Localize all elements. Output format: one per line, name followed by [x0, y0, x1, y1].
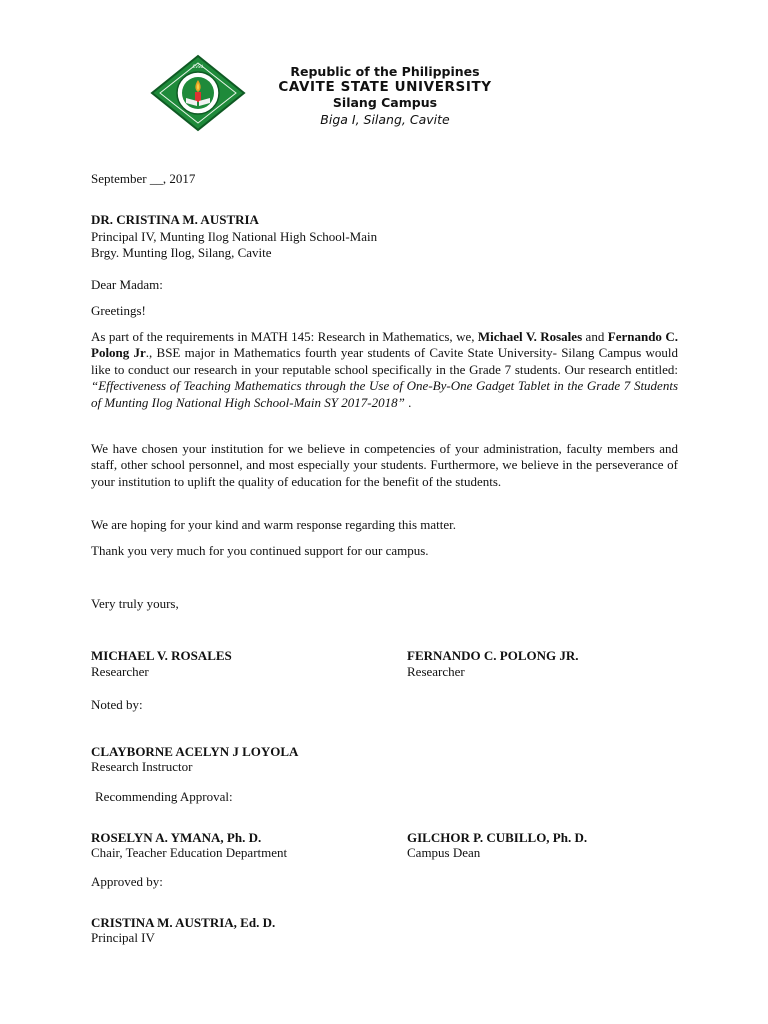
chair-name: ROSELYN A. YMANA, Ph. D.: [91, 830, 262, 845]
researcher2-title: Researcher: [407, 664, 465, 679]
letterhead-republic: Republic of the Philippines: [290, 64, 480, 79]
recipient-position: Principal IV, Munting Ilog National High School-Main: [91, 229, 378, 244]
noted-by-label: Noted by:: [91, 697, 143, 712]
body-paragraph-2: We have chosen your institution for we believe in competencies of your administration, faculty members and staff, other school personnel, and most especially your students. Furthermore, we believe in the perseverance of your institution to uplift the quality of education for the benefit of the students.: [91, 441, 678, 489]
p1-text-b: and: [582, 329, 608, 344]
letter-date: September __, 2017: [91, 171, 196, 186]
researcher-name-1: Michael V. Rosales: [477, 329, 583, 344]
body-paragraph-1: [91, 329, 678, 411]
dean-name: GILCHOR P. CUBILLO, Ph. D.: [407, 830, 588, 845]
principal-title: Principal IV: [91, 930, 155, 945]
letterhead-university: CAVITE STATE UNIVERSITY: [278, 79, 492, 95]
body-paragraph-3: We are hoping for your kind and warm response regarding this matter.: [91, 517, 457, 532]
recipient-address: Brgy. Munting Ilog, Silang, Cavite: [91, 245, 272, 260]
instructor-name: CLAYBORNE ACELYN J LOYOLA: [91, 744, 299, 759]
letterhead-address: Biga I, Silang, Cavite: [320, 112, 450, 127]
approved-by-label: Approved by:: [91, 874, 163, 889]
dean-title: Campus Dean: [407, 845, 481, 860]
closing: Very truly yours,: [91, 596, 179, 611]
salutation: Dear Madam:: [91, 277, 163, 292]
body-paragraph-4: Thank you very much for you continued support for our campus.: [91, 543, 429, 558]
researcher-name-2: Fernando C. Polong Jr: [91, 329, 678, 361]
p1-text-d: .: [404, 394, 412, 410]
recommending-approval-label: Recommending Approval:: [95, 789, 233, 804]
svg-text:CvSU: CvSU: [192, 64, 204, 69]
instructor-title: Research Instructor: [91, 759, 193, 774]
p1-text-a: As part of the requirements in MATH 145: Research in Mathematics, we,: [91, 329, 478, 344]
greeting: Greetings!: [91, 303, 146, 318]
researcher2-name: FERNANDO C. POLONG JR.: [407, 648, 579, 663]
letterhead: [240, 64, 530, 128]
recipient-name: DR. CRISTINA M. AUSTRIA: [91, 212, 259, 227]
researcher1-title: Researcher: [91, 664, 149, 679]
researcher1-name: MICHAEL V. ROSALES: [91, 648, 232, 663]
principal-name: CRISTINA M. AUSTRIA, Ed. D.: [91, 915, 276, 930]
p1-text-c: ., BSE major in Mathematics fourth year students of Cavite State University- Silang Campus would like to conduct our research in your reputable school specifically in the Grade 7 students. Our research entitled:: [91, 345, 678, 377]
letterhead-campus: Silang Campus: [332, 95, 438, 110]
university-seal-logo: [150, 54, 246, 132]
chair-title: Chair, Teacher Education Department: [91, 845, 288, 860]
research-title: “Effectiveness of Teaching Mathematics through the Use of One-By-One Gadget Tablet in the Grade 7 Students of Munting Ilog National High School-Main SY 2017-2018”: [91, 378, 678, 410]
